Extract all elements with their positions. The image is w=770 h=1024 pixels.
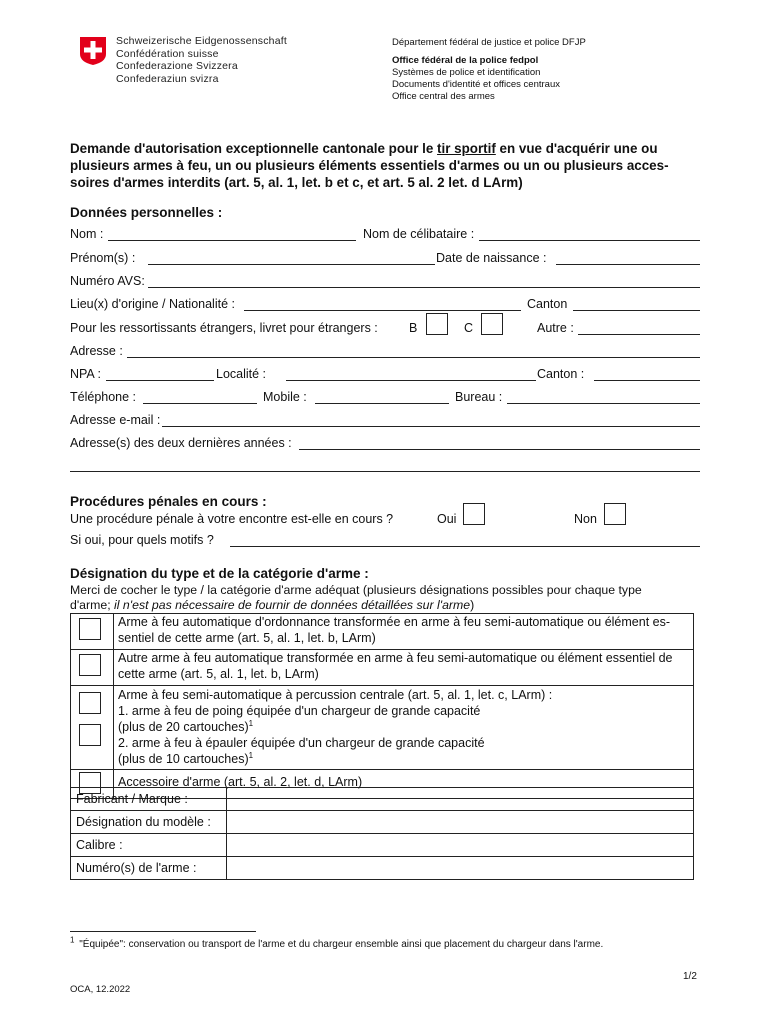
- title-line2: plusieurs armes à feu, un ou plusieurs éléments essentiels d'armes ou un ou plusieurs acces-: [70, 158, 669, 173]
- fabricant-field[interactable]: [227, 788, 694, 811]
- footnote-ref: 1: [248, 718, 254, 728]
- details-row: [71, 788, 694, 811]
- telephone-label: Téléphone :: [70, 390, 137, 404]
- confederation-names: [116, 35, 287, 85]
- non-checkbox[interactable]: [604, 503, 626, 525]
- checkbox-cell: [71, 614, 114, 650]
- page-number: 1/2: [683, 971, 697, 982]
- non-label: Non: [574, 512, 597, 526]
- fabricant-label: Fabricant / Marque :: [71, 788, 227, 811]
- lieu-origine-label: Lieu(x) d'origine / Nationalité :: [70, 297, 235, 311]
- adresse-field[interactable]: [127, 357, 700, 358]
- numero-label: Numéro(s) de l'arme :: [71, 857, 227, 880]
- form-title: [70, 140, 669, 191]
- office: Office fédéral de la police fedpol: [392, 55, 539, 66]
- office-line: Documents d'identité et offices centraux: [392, 79, 560, 90]
- oui-label: Oui: [437, 512, 457, 526]
- anciennes-field[interactable]: [299, 449, 700, 450]
- npa-label: NPA :: [70, 367, 102, 381]
- footnote-text: "Équipée": conservation ou transport de l'arme et du chargeur ensemble ainsi que placement du chargeur dans l'arme.: [79, 939, 604, 950]
- date-naissance-field[interactable]: [556, 264, 700, 265]
- intro-part-c: ): [470, 598, 475, 612]
- permit-c-label: C: [464, 321, 474, 335]
- opt3-line2: 1. arme à feu de poing équipée d'un chargeur de grande capacité: [118, 704, 481, 718]
- opt2-line1: Autre arme à feu automatique transformée en arme à feu semi-automatique ou élément essentiel de: [118, 651, 673, 665]
- localite-label: Localité :: [216, 367, 267, 381]
- penal-heading: Procédures pénales en cours :: [70, 494, 267, 509]
- canton-label: Canton: [527, 297, 568, 311]
- mobile-label: Mobile :: [263, 390, 307, 404]
- motifs-field[interactable]: [230, 546, 700, 547]
- opt1-checkbox[interactable]: [79, 618, 101, 640]
- modele-label: Désignation du modèle :: [71, 811, 227, 834]
- footnote-mark: 1: [70, 935, 75, 945]
- department: Département fédéral de justice et police DFJP: [392, 37, 586, 48]
- ressortissants-label: Pour les ressortissants étrangers, livret pour étrangers :: [70, 321, 378, 335]
- intro-part-b: il n'est pas nécessaire de fournir de données détaillées sur l'arme: [114, 598, 471, 612]
- form-code: OCA, 12.2022: [70, 984, 131, 995]
- lieu-origine-field[interactable]: [244, 310, 521, 311]
- mobile-field[interactable]: [315, 403, 449, 404]
- confed-line: Confederaziun svizra: [116, 72, 219, 85]
- avs-field[interactable]: [148, 287, 700, 288]
- nom-field[interactable]: [108, 240, 356, 241]
- email-field[interactable]: [162, 426, 700, 427]
- telephone-field[interactable]: [143, 403, 257, 404]
- department-block: [392, 37, 586, 103]
- nom-celib-field[interactable]: [479, 240, 700, 241]
- opt3-line1: Arme à feu semi-automatique à percussion centrale (art. 5, al. 1, let. c, LArm) :: [118, 688, 553, 702]
- swiss-flag-logo: [79, 36, 107, 71]
- checkbox-cell: [71, 686, 114, 770]
- npa-field[interactable]: [106, 380, 214, 381]
- date-naissance-label: Date de naissance :: [436, 251, 547, 265]
- nom-label: Nom :: [70, 227, 104, 241]
- title-part2: en vue d'acquérir une ou: [495, 141, 658, 156]
- office-line: Office central des armes: [392, 91, 495, 102]
- footnote: [70, 935, 604, 950]
- calibre-label: Calibre :: [71, 834, 227, 857]
- title-underlined: tir sportif: [437, 141, 496, 156]
- bureau-field[interactable]: [507, 403, 700, 404]
- intro-part-a: d'arme;: [70, 598, 115, 612]
- anciennes-label: Adresse(s) des deux dernières années :: [70, 436, 292, 450]
- footnote-ref: 1: [248, 750, 254, 760]
- confed-line: Schweizerische Eidgenossenschaft: [116, 35, 287, 47]
- prenoms-field[interactable]: [148, 264, 435, 265]
- category-row: [71, 686, 694, 770]
- autre-field[interactable]: [578, 334, 700, 335]
- title-line3: soires d'armes interdits (art. 5, al. 1, let. b et c, et art. 5 al. 2 let. d LArm): [70, 175, 523, 190]
- intro-line1: Merci de cocher le type / la catégorie d'arme adéquat (plusieurs désignations possibles pour chaque type: [70, 583, 642, 597]
- avs-label: Numéro AVS:: [70, 274, 145, 288]
- confed-line: Confederazione Svizzera: [116, 60, 238, 72]
- localite-field[interactable]: [286, 380, 536, 381]
- canton2-label: Canton :: [537, 367, 585, 381]
- oui-checkbox[interactable]: [463, 503, 485, 525]
- anciennes-field-2[interactable]: [70, 471, 700, 472]
- bureau-label: Bureau :: [455, 390, 503, 404]
- details-table: [70, 787, 694, 880]
- adresse-label: Adresse :: [70, 344, 123, 358]
- details-row: [71, 834, 694, 857]
- opt1-line2: sentiel de cette arme (art. 5, al. 1, let. b, LArm): [118, 631, 376, 645]
- penal-question: Une procédure pénale à votre encontre est-elle en cours ?: [70, 512, 394, 526]
- nom-celib-label: Nom de célibataire :: [363, 227, 475, 241]
- confed-line: Confédération suisse: [116, 47, 219, 60]
- footnote-separator: [70, 931, 256, 932]
- canton2-field[interactable]: [594, 380, 700, 381]
- category-row: [71, 650, 694, 686]
- permit-b-label: B: [409, 321, 418, 335]
- opt3-line5: (plus de 10 cartouches): [118, 752, 249, 766]
- canton-field[interactable]: [573, 310, 700, 311]
- motifs-label: Si oui, pour quels motifs ?: [70, 533, 214, 547]
- opt2-line2: cette arme (art. 5, al. 1, let. b, LArm): [118, 667, 319, 681]
- category-row: [71, 614, 694, 650]
- opt4-label: Accessoire d'arme (art. 5, al. 2, let. d, LArm): [118, 775, 363, 789]
- office-line: Systèmes de police et identification: [392, 67, 541, 78]
- prenoms-label: Prénom(s) :: [70, 251, 136, 265]
- personal-heading: Données personnelles :: [70, 205, 223, 220]
- checkbox-cell: [71, 650, 114, 686]
- designation-intro: [70, 583, 642, 613]
- opt2-checkbox[interactable]: [79, 654, 101, 676]
- category-table: [70, 613, 694, 799]
- email-label: Adresse e-mail :: [70, 413, 161, 427]
- autre-label: Autre :: [537, 321, 574, 335]
- calibre-field[interactable]: [227, 834, 694, 857]
- opt3-line4: 2. arme à feu à épauler équipée d'un chargeur de grande capacité: [118, 736, 485, 750]
- details-row: [71, 811, 694, 834]
- opt1-line1: Arme à feu automatique d'ordonnance transformée en arme à feu semi-automatique ou élément es-: [118, 615, 671, 629]
- title-part1: Demande d'autorisation exceptionnelle cantonale pour le: [70, 141, 438, 156]
- opt3-1-checkbox[interactable]: [79, 692, 101, 714]
- numero-field[interactable]: [227, 857, 694, 880]
- permit-b-checkbox[interactable]: [426, 313, 448, 335]
- opt3-2-checkbox[interactable]: [79, 724, 101, 746]
- permit-c-checkbox[interactable]: [481, 313, 503, 335]
- details-row: [71, 857, 694, 880]
- opt3-line3: (plus de 20 cartouches): [118, 720, 249, 734]
- designation-heading: Désignation du type et de la catégorie d'arme :: [70, 566, 369, 581]
- modele-field[interactable]: [227, 811, 694, 834]
